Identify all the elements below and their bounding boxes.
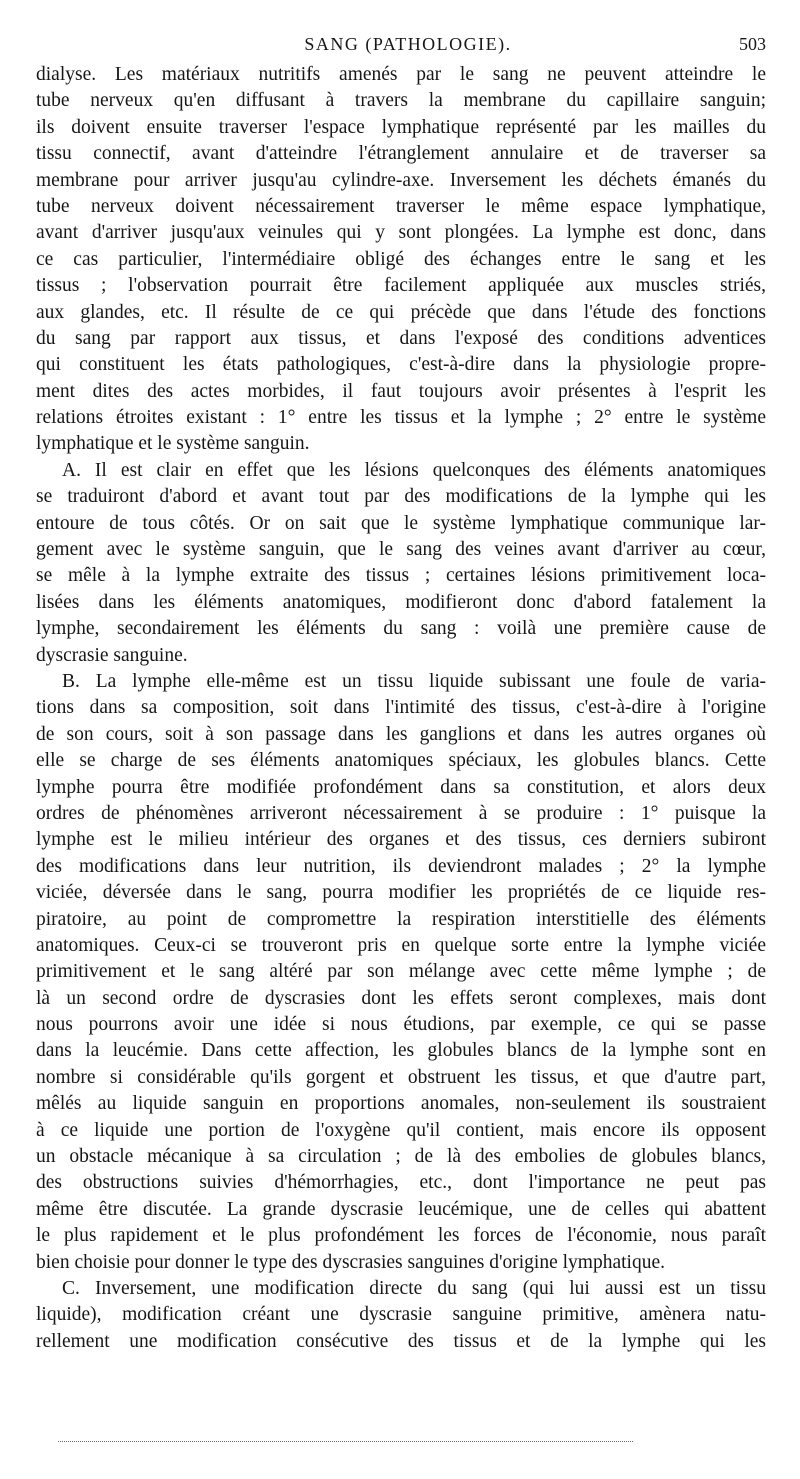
text-line: tissus ; l'observation pourrait être facilement appliquée aux muscles striés, <box>36 275 766 297</box>
text-line: lymphatique et le système sanguin. <box>36 433 310 455</box>
running-head <box>36 34 766 64</box>
text-line: liquide), modification créant une dyscrasie sanguine primitive, amènera natu- <box>36 1304 766 1326</box>
running-title: SANG (PATHOLOGIE). <box>304 34 512 54</box>
text-line: du sang par rapport aux tissus, et dans l'exposé des conditions adventices <box>36 327 766 349</box>
text-line: entoure de tous côtés. Or on sait que le système lymphatique communique lar- <box>36 512 766 534</box>
text-line: un obstacle mécanique à sa circulation ; de là des embolies de globules blancs, <box>36 1146 766 1168</box>
text-line: lisées dans les éléments anatomiques, modifieront donc d'abord fatalement la <box>36 591 766 613</box>
text-line: dialyse. Les matériaux nutritifs amenés par le sang ne peuvent atteindre le <box>36 64 766 85</box>
text-line: gement avec le système sanguin, que le sang des veines avant d'arriver au cœur, <box>36 539 766 561</box>
text-line: elle se charge de ses éléments anatomiques spéciaux, les globules blancs. Cette <box>36 750 766 772</box>
text-line: ment dites des actes morbides, il faut toujours avoir présentes à l'esprit les <box>36 380 766 402</box>
text-line: dans la leucémie. Dans cette affection, les globules blancs de la lymphe sont en <box>36 1040 766 1062</box>
text-line: piratoire, au point de compromettre la respiration interstitielle des éléments <box>36 908 766 930</box>
text-line: le plus rapidement et le plus profondément les forces de l'économie, nous paraît <box>36 1225 766 1247</box>
text-line: membrane pour arriver jusqu'au cylindre-axe. Inversement les déchets émanés du <box>36 169 766 191</box>
text-line: des obstructions suivies d'hémorrhagies, etc., dont l'importance ne peut pas <box>36 1172 766 1194</box>
text-line: lymphe pourra être modifiée profondément dans sa constitution, et alors deux <box>36 776 766 798</box>
text-line: primitivement et le sang altéré par son mélange avec cette même lymphe ; de <box>36 961 766 983</box>
text-line: bien choisie pour donner le type des dyscrasies sanguines d'origine lymphatique. <box>36 1251 665 1273</box>
text-line: ordres de phénomènes arriveront nécessairement à se produire : 1° puisque la <box>36 802 766 824</box>
text-line: tions dans sa composition, soit dans l'intimité des tissus, c'est-à-dire à l'origine <box>36 697 766 719</box>
text-line: rellement une modification consécutive des tissus et de la lymphe qui les <box>36 1330 766 1352</box>
text-line: là un second ordre de dyscrasies dont les effets seront complexes, mais dont <box>36 987 766 1009</box>
text-line: de son cours, soit à son passage dans les ganglions et dans les autres organes où <box>36 723 766 745</box>
text-line: viciée, déversée dans le sang, pourra modifier les propriétés de ce liquide res- <box>36 882 766 904</box>
footer-dotted-rule <box>58 1441 633 1442</box>
text-line: lymphe est le milieu intérieur des organes et des tissus, ces derniers subiront <box>36 829 766 851</box>
text-line: ce cas particulier, l'intermédiaire obligé des échanges entre le sang et les <box>36 248 766 270</box>
text-line: des modifications dans leur nutrition, ils deviendront malades ; 2° la lymphe <box>36 855 766 877</box>
text-line: aux glandes, etc. Il résulte de ce qui précède que dans l'étude des fonctions <box>36 301 766 323</box>
text-line: nous pourrons avoir une idée si nous étudions, par exemple, ce qui se passe <box>36 1014 766 1036</box>
text-line: qui constituent les états pathologiques, c'est-à-dire dans la physiologie propre- <box>36 354 766 376</box>
paragraph-a-line: A. Il est clair en effet que les lésions quelconques des éléments anatomiques <box>62 459 766 481</box>
text-line: tissu connectif, avant d'atteindre l'étranglement annulaire et de traverser sa <box>36 143 766 165</box>
paragraph-c-line: C. Inversement, une modification directe du sang (qui lui aussi est un tissu <box>62 1277 766 1299</box>
paragraph-b-line: B. La lymphe elle-même est un tissu liquide subissant une foule de varia- <box>62 670 766 692</box>
text-line: même être discutée. La grande dyscrasie leucémique, une de celles qui abattent <box>36 1198 766 1220</box>
text-line: nombre si considérable qu'ils gorgent et obstruent les tissus, et que d'autre part, <box>36 1066 766 1088</box>
page-number: 503 <box>739 34 766 54</box>
text-line: lymphe, secondairement les éléments du sang : voilà une première cause de <box>36 618 766 640</box>
text-line: se traduiront d'abord et avant tout par des modifications de la lymphe qui les <box>36 486 766 508</box>
text-line: avant d'arriver jusqu'aux veinules qui y sont plongées. La lymphe est donc, dans <box>36 222 766 244</box>
text-line: mêlés au liquide sanguin en proportions anomales, non-seulement ils soustraient <box>36 1093 766 1115</box>
text-line: anatomiques. Ceux-ci se trouveront pris en quelque sorte entre la lymphe viciée <box>36 934 766 956</box>
body-text <box>36 62 766 1355</box>
text-line: à ce liquide une portion de l'oxygène qu'il contient, mais encore ils opposent <box>36 1119 766 1141</box>
text-line: dyscrasie sanguine. <box>36 644 188 666</box>
text-line: tube nerveux doivent nécessairement traverser le même espace lymphatique, <box>36 195 766 217</box>
text-line: relations étroites existant : 1° entre les tissus et la lymphe ; 2° entre le système <box>36 407 766 429</box>
text-line: ils doivent ensuite traverser l'espace lymphatique représenté par les mailles du <box>36 116 766 138</box>
text-line: tube nerveux qu'en diffusant à travers la membrane du capillaire sanguin; <box>36 90 766 112</box>
text-line: se mêle à la lymphe extraite des tissus ; certaines lésions primitivement loca- <box>36 565 766 587</box>
